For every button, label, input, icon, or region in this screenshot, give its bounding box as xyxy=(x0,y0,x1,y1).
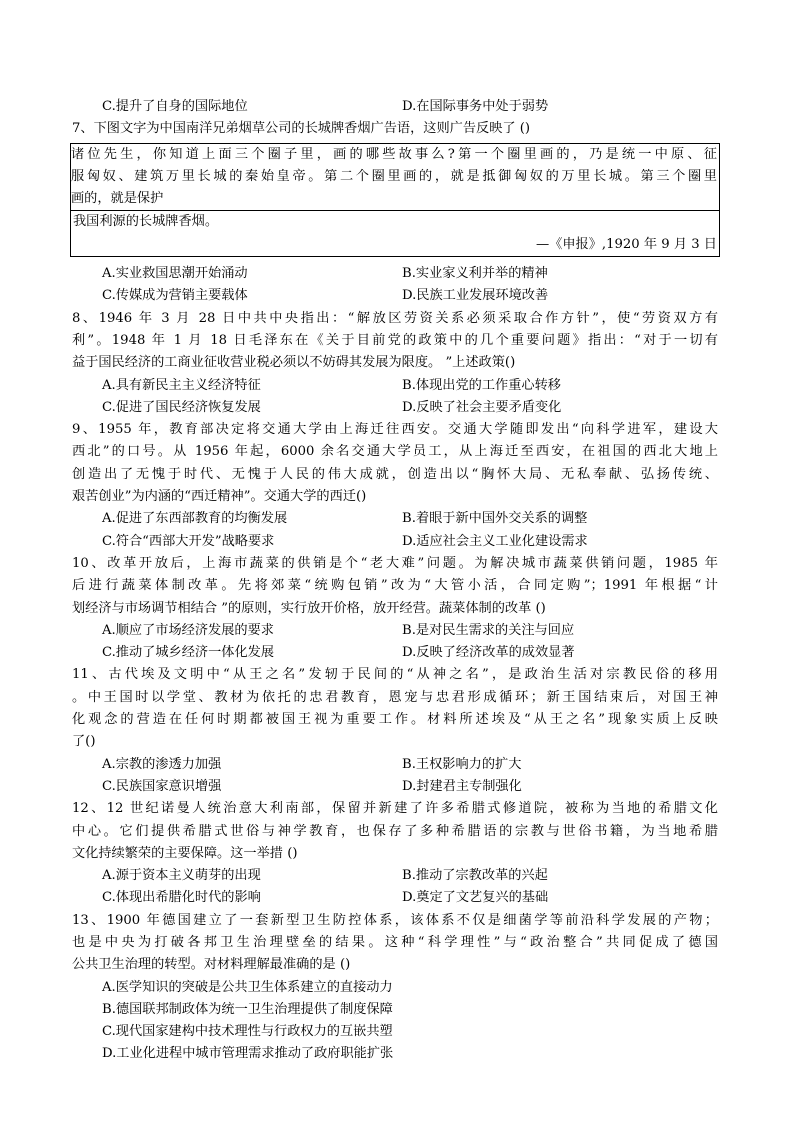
q13-stem-line: 公共卫生治理的转型。对材料理解最准确的是 () xyxy=(72,957,351,973)
q13-option-b: B.德国联邦制政体为统一卫生治理提供了制度保障 xyxy=(102,1001,393,1017)
q13-stem-line: 13、1900 年德国建立了一套新型卫生防控体系，该体系不仅是细菌学等前沿科学发展的产物； xyxy=(72,912,718,928)
q7-stem: 7、下图文字为中国南洋兄弟烟草公司的长城牌香烟广告语，这则广告反映了 () xyxy=(72,121,531,137)
q12-stem-line: 中心。它们提供希腊式世俗与神学教育，也保存了多种希腊语的宗教与世俗书籍，为当地希腊 xyxy=(72,823,718,839)
q11-option-d: D.封建君主专制强化 xyxy=(402,778,522,794)
q8-option-c: C.促进了国民经济恢复发展 xyxy=(102,399,261,415)
q8-options-ab xyxy=(72,375,718,397)
q11-stem-line: 化观念的营造在任何时期都被国王视为重要工作。材料所述埃及“从王之名”现象实质上反映 xyxy=(72,712,718,728)
q13-option-a: A.医学知识的突破是公共卫生体系建立的直接动力 xyxy=(102,979,393,995)
q7-ad-line: 画的，就是保护 xyxy=(71,191,164,207)
q11-option-c: C.民族国家意识增强 xyxy=(102,778,222,794)
q7-ad-text xyxy=(71,144,719,212)
q7-option-d: D.民族工业发展环境改善 xyxy=(402,288,549,304)
q10-option-a: A.顺应了市场经济发展的要求 xyxy=(102,622,274,638)
q11-options-cd xyxy=(72,776,718,798)
q8-stem-line: 8、1946 年 3 月 28 日中共中央指出：“解放区劳资关系必须采取合作方针”，使“劳资双方有 xyxy=(72,310,718,326)
q8-option-a: A.具有新民主主义经济特征 xyxy=(102,377,261,393)
q11-stem-line: 了() xyxy=(72,734,96,750)
q10-stem-line: 10、改革开放后，上海市蔬菜的供销是个“老大难”问题。为解决城市蔬菜供销问题，1985 年 xyxy=(72,555,718,571)
q12-option-a: A.源于资本主义萌芽的出现 xyxy=(102,868,261,884)
q7-ad-line: 服匈奴、建筑万里长城的秦始皇帝。第二个圈里画的，就是抵御匈奴的万里长城。第三个圈里 xyxy=(71,168,717,184)
q12-option-c: C.体现出希腊化时代的影响 xyxy=(102,890,261,906)
q12-options-ab xyxy=(72,865,718,887)
q10-option-b: B.是对民生需求的关注与回应 xyxy=(402,622,575,638)
q11-options-ab xyxy=(72,754,718,776)
q7-option-a: A.实业救国思潮开始涌动 xyxy=(102,266,248,282)
q13-option-d: D.工业化进程中城市管理需求推动了政府职能扩张 xyxy=(102,1046,394,1062)
q12-options-cd xyxy=(72,887,718,909)
q13-stem-line: 也是中央为打破各邦卫生治理壁垒的结果。这种“科学理性”与“政治整合”共同促成了德国 xyxy=(72,934,718,950)
q10-option-c: C.推动了城乡经济一体化发展 xyxy=(102,645,275,661)
q13-option-c: C.现代国家建构中技术理性与行政权力的互嵌共塑 xyxy=(102,1024,393,1040)
q10-stem-line: 划经济与市场调节相结合 ”的原则，实行放开价格，放开经营。蔬菜体制的改革 () xyxy=(72,600,546,616)
q7-source: —《申报》,1920 年 9 月 3 日 xyxy=(536,236,717,252)
q7-ad-continued xyxy=(71,211,719,256)
q9-option-c: C.符合“西部大开发”战略要求 xyxy=(102,533,275,549)
q12-option-d: D.奠定了文艺复兴的基础 xyxy=(402,890,549,906)
q7-ad-box xyxy=(70,143,720,257)
q7-options-cd xyxy=(72,285,718,307)
q9-option-d: D.适应社会主义工业化建设需求 xyxy=(402,533,588,549)
q10-stem-line: 后进行蔬菜体制改革。先将郊菜“统购包销”改为“大管小活，合同定购”；1991 年根据“计 xyxy=(72,578,718,594)
q8-stem-line: 益于国民经济的工商业征收营业税必须以不妨碍其发展为限度。 ”上述政策() xyxy=(72,355,516,371)
q8-option-d: D.反映了社会主要矛盾变化 xyxy=(402,399,562,415)
q7-options-ab xyxy=(72,263,718,285)
q9-stem-line: 艰苦创业”为内涵的“西迁精神”。交通大学的西迁() xyxy=(72,489,367,505)
q6-option-d: D.在国际事务中处于弱势 xyxy=(402,99,549,114)
q6-option-c: C.提升了自身的国际地位 xyxy=(102,99,248,114)
q7-ad-line2: 我国利源的长城牌香烟。 xyxy=(73,214,219,230)
q7-option-c: C.传媒成为营销主要载体 xyxy=(102,288,248,304)
q7-option-b: B.实业家义利并举的精神 xyxy=(402,266,548,282)
exam-page xyxy=(72,96,718,1066)
q9-options-ab xyxy=(72,508,718,530)
q11-option-a: A.宗教的渗透力加强 xyxy=(102,756,222,772)
q9-option-b: B.着眼于新中国外交关系的调整 xyxy=(402,511,588,527)
q9-stem-line: 9、1955 年，教育部决定将交通大学由上海迁往西安。交通大学随即发出“向科学进军，建设大 xyxy=(72,422,718,438)
q6-options-cd xyxy=(72,96,718,118)
q9-stem-line: 西北”的口号。从 1956 年起，6000 余名交通大学员工，从上海迁至西安，在祖国的西北大地上 xyxy=(72,444,718,460)
q7-ad-line: 诸位先生，你知道上面三个圈子里，画的哪些故事么?第一个圈里画的，乃是统一中原、征 xyxy=(71,146,717,162)
q8-stem-line: 利”。1948 年 1 月 18 日毛泽东在《关于目前党的政策中的几个重要问题》指出：“对于一切有 xyxy=(72,332,718,348)
q12-stem-line: 文化持续繁荣的主要保障。这一举措 () xyxy=(72,845,298,861)
q10-option-d: D.反映了经济改革的成效显著 xyxy=(402,645,575,661)
q11-option-b: B.王权影响力的扩大 xyxy=(402,756,522,772)
q8-option-b: B.体现出党的工作重心转移 xyxy=(402,377,561,393)
q11-stem-line: 。中王国时以学堂、教材为依托的忠君教育，恩宠与忠君形成循环；新王国结束后，对国王神 xyxy=(72,689,718,705)
q9-options-cd xyxy=(72,531,718,553)
q11-stem-line: 11、古代埃及文明中“从王之名”发轫于民间的“从神之名”，是政治生活对宗教民俗的移用 xyxy=(72,667,718,683)
q8-options-cd xyxy=(72,397,718,419)
q10-options-cd xyxy=(72,642,718,664)
q10-options-ab xyxy=(72,620,718,642)
q12-option-b: B.推动了宗教改革的兴起 xyxy=(402,868,548,884)
q12-stem-line: 12、12 世纪诺曼人统治意大利南部，保留并新建了许多希腊式修道院，被称为当地的希腊文化 xyxy=(72,801,718,817)
q9-option-a: A.促进了东西部教育的均衡发展 xyxy=(102,511,288,527)
q9-stem-line: 创造出了无愧于时代、无愧于人民的伟大成就，创造出以“胸怀大局、无私奉献、弘扬传统、 xyxy=(72,466,718,482)
